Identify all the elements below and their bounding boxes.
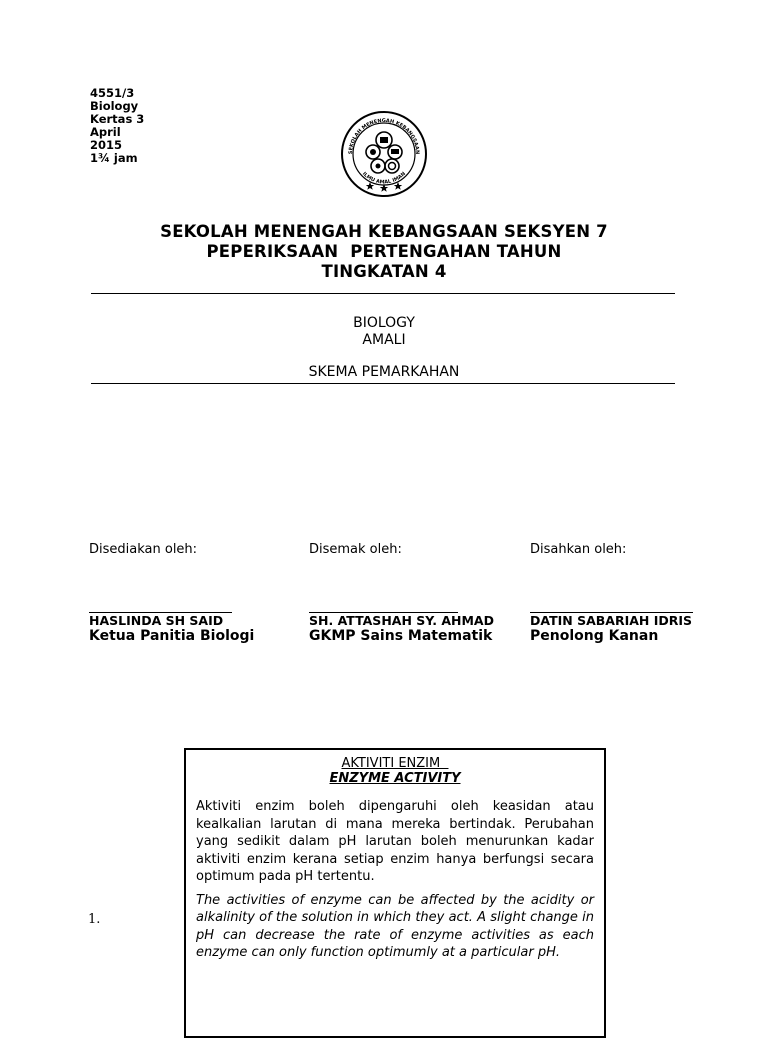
checker-position: GKMP Sains Matematik <box>309 628 493 644</box>
crest-top-text: SEKOLAH MENENGAH KEBANGSAAN <box>347 117 421 155</box>
crest-bottom-text: ILMU AMAL IMAN <box>360 170 408 186</box>
school-title-block <box>84 222 684 282</box>
checker-name: SH. ATTASHAH SY. AHMAD <box>309 613 494 628</box>
subject-paper: AMALI <box>362 332 406 348</box>
form-level: TINGKATAN 4 <box>321 262 447 281</box>
paper-duration: 1¾ jam <box>90 151 138 165</box>
box-title-malay: AKTIVITI ENZIM <box>341 756 449 771</box>
preparer-position: Ketua Panitia Biologi <box>89 628 255 644</box>
preparer-name: HASLINDA SH SAID <box>89 613 224 628</box>
question-number: 1. <box>88 912 101 927</box>
subject-name: BIOLOGY <box>353 315 415 331</box>
approved-by-label: Disahkan oleh: <box>530 542 627 557</box>
context-text-english: The activities of enzyme can be affected by the acidity or alkalinity of the solution in which they act. A slight change in pH can decrease the rate of enzyme activities as each enzyme can only function optimumly at a particular pH. <box>196 892 594 960</box>
paper-month: April <box>90 125 121 139</box>
box-title-english: ENZYME ACTIVITY <box>329 771 461 786</box>
svg-text:ILMU AMAL IMAN <box>361 171 407 186</box>
paper-metadata <box>90 87 144 165</box>
prepared-by-label: Disediakan oleh: <box>89 542 198 557</box>
paper-year: 2015 <box>90 138 123 152</box>
paper-code: 4551/3 <box>90 86 135 100</box>
checked-by-label: Disemak oleh: <box>309 542 402 557</box>
context-box <box>184 748 606 1038</box>
paper-number: Kertas 3 <box>90 112 145 126</box>
document-type: SKEMA PEMARKAHAN <box>308 364 460 380</box>
exam-name: PEPERIKSAAN PERTENGAHAN TAHUN <box>206 242 562 261</box>
school-crest-logo <box>340 110 428 198</box>
divider-line <box>91 293 675 294</box>
paper-subject: Biology <box>90 99 139 113</box>
svg-text:SEKOLAH MENENGAH KEBANGSAAN <box>348 118 420 154</box>
approver-name: DATIN SABARIAH IDRIS <box>530 613 693 628</box>
divider-line <box>91 383 675 384</box>
box-title <box>186 756 604 786</box>
approver-position: Penolong Kanan <box>530 628 659 644</box>
context-text-malay: Aktiviti enzim boleh dipengaruhi oleh keasidan atau kealkalian larutan di mana mereka bertindak. Perubahan yang sedikit dalam pH larutan boleh menurunkan kadar aktiviti enzim kerana setiap enzim hanya berfungsi secara optimum pada pH tertentu. <box>196 799 594 884</box>
school-name: SEKOLAH MENENGAH KEBANGSAAN SEKSYEN 7 <box>160 222 608 241</box>
